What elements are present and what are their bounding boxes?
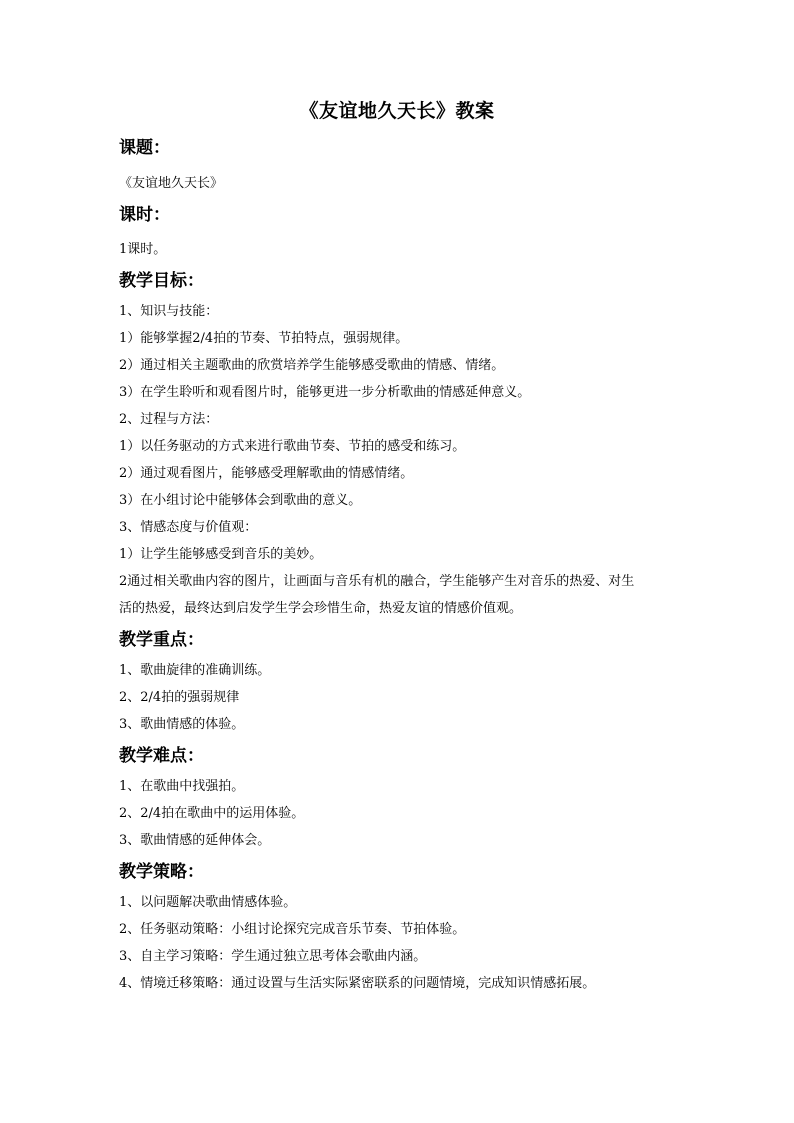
section-heading: 教学难点： xyxy=(119,746,204,766)
paragraph-group xyxy=(119,662,689,734)
paragraph-line: 3、歌曲情感的延伸体会。 xyxy=(119,833,271,848)
paragraph-line: 3）在学生聆听和观看图片时，能够更进一步分析歌曲的情感延伸意义。 xyxy=(119,385,531,400)
paragraph-line: 1）以任务驱动的方式来进行歌曲节奏、节拍的感受和练习。 xyxy=(119,439,466,454)
paragraph-line: 1、知识与技能： xyxy=(119,304,219,319)
section-key-points xyxy=(119,628,689,734)
paragraph-line: 1、在歌曲中找强拍。 xyxy=(119,779,245,794)
section-topic xyxy=(119,136,689,193)
section-heading: 课题： xyxy=(119,138,170,158)
paragraph-line: 3、自主学习策略：学生通过独立思考体会歌曲内涵。 xyxy=(119,949,427,964)
document-body xyxy=(119,136,689,993)
paragraph-line: 2、2/4拍在歌曲中的运用体验。 xyxy=(119,806,305,821)
paragraph-line: 2、2/4拍的强弱规律 xyxy=(119,690,240,705)
paragraph-line: 1课时。 xyxy=(119,242,167,257)
section-heading: 教学目标： xyxy=(119,271,204,291)
paragraph-line: 1）让学生能够感受到音乐的美妙。 xyxy=(119,547,323,562)
paragraph-line: 2）通过观看图片，能够感受理解歌曲的情感情绪。 xyxy=(119,466,414,481)
paragraph-line: 1、以问题解决歌曲情感体验。 xyxy=(119,895,297,910)
paragraph-line: 2）通过相关主题歌曲的欣赏培养学生能够感受歌曲的情感、情绪。 xyxy=(119,358,505,373)
paragraph-line: 1）能够掌握2/4拍的节奏、节拍特点，强弱规律。 xyxy=(119,331,409,346)
paragraph-group xyxy=(119,303,689,618)
paragraph-line: 2、任务驱动策略：小组讨论探究完成音乐节奏、节拍体验。 xyxy=(119,922,466,937)
paragraph-line: 《友谊地久天长》 xyxy=(119,176,224,191)
paragraph-line: 4、情境迁移策略：通过设置与生活实际紧密联系的问题情境，完成知识情感拓展。 xyxy=(119,976,596,991)
section-heading: 课时： xyxy=(119,205,170,225)
section-class-hours xyxy=(119,203,689,259)
paragraph-line: 活的热爱，最终达到启发学生学会珍惜生命，热爱友谊的情感价值观。 xyxy=(119,601,523,616)
paragraph-line: 1、歌曲旋律的准确训练。 xyxy=(119,663,271,678)
document-title: 《友谊地久天长》教案 xyxy=(299,100,495,122)
section-teaching-objectives xyxy=(119,269,689,618)
paragraph-group xyxy=(119,778,689,850)
paragraph-line: 3、情感态度与价值观： xyxy=(119,520,258,535)
section-heading: 教学策略： xyxy=(119,862,204,882)
paragraph-group xyxy=(119,894,689,993)
paragraph-line: 3）在小组讨论中能够体会到歌曲的意义。 xyxy=(119,493,362,508)
section-difficult-points xyxy=(119,744,689,850)
paragraph-line: 2通过相关歌曲内容的图片，让画面与音乐有机的融合，学生能够产生对音乐的热爱、对生 xyxy=(119,574,635,589)
paragraph-line: 3、歌曲情感的体验。 xyxy=(119,717,245,732)
paragraph-line: 2、过程与方法： xyxy=(119,412,219,427)
section-teaching-strategies xyxy=(119,860,689,993)
section-heading: 教学重点： xyxy=(119,630,204,650)
